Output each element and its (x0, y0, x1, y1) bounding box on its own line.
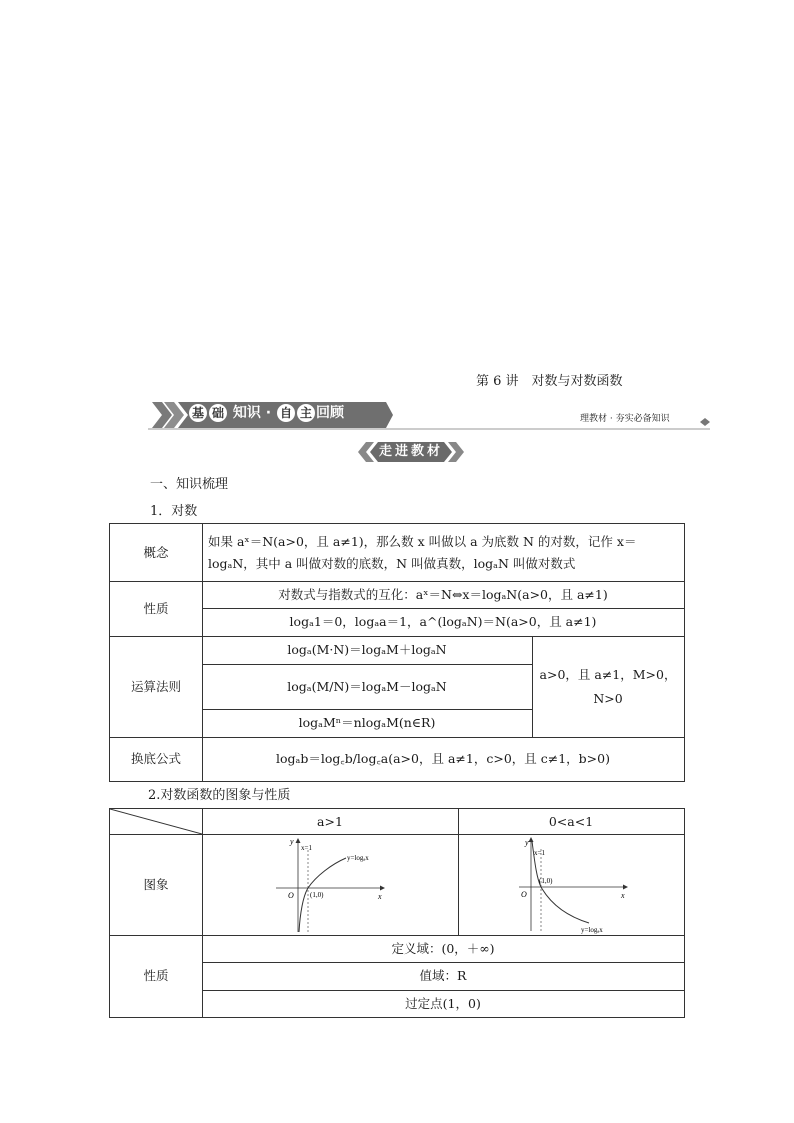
graph2-origin-label: O (521, 890, 527, 899)
graph-decreasing (515, 835, 633, 935)
graph2-x-label: x (621, 891, 625, 900)
rules-condition-line-2: N>0 (593, 690, 623, 706)
rules-condition-line-1: a>0，且 a≠1，M>0， (539, 666, 677, 682)
graph1-origin-label: O (288, 891, 294, 900)
rules-condition (532, 636, 684, 737)
banner-end: 回顾 (315, 405, 344, 421)
graph-label: 图象 (143, 876, 169, 892)
banner-title (188, 402, 344, 424)
range-row: 值域：R (419, 968, 467, 983)
subheading-logarithm: 1．对数 (150, 504, 198, 519)
log-function-table (109, 808, 685, 1018)
column-header-a-between: 0<a<1 (548, 813, 594, 829)
section-heading: 一、知识梳理 (150, 477, 229, 492)
tab-label: 走进教材 (378, 444, 443, 459)
banner-mid: 知识 · (232, 405, 276, 421)
banner-word-2: 础 (209, 404, 227, 422)
concept-label: 概念 (143, 544, 169, 560)
change-base-label: 换底公式 (130, 751, 181, 766)
header-diagonal (110, 809, 202, 834)
fixed-point-row: 过定点(1，0) (405, 995, 481, 1011)
rules-label: 运算法则 (130, 678, 181, 694)
graph2-point-label: (1,0) (539, 877, 553, 885)
concept-line-2: logₐN，其中 a 叫做对数的底数，N 叫做真数，logₐN 叫做对数式 (208, 555, 576, 571)
change-base-formula: logₐb＝log꜀b/log꜀a(a>0，且 a≠1，c>0，且 c≠1，b>0) (276, 751, 610, 766)
graph1-curve-label: y=logₐx (347, 854, 369, 862)
rule-quotient: logₐ(M/N)＝logₐM－logₐN (287, 678, 447, 694)
property-identities: logₐ1＝0，logₐa＝1，a^(logₐN)＝N(a>0，且 a≠1) (289, 614, 597, 629)
graph1-point-label: (1,0) (310, 891, 324, 899)
column-header-a-greater-1: a>1 (317, 813, 343, 829)
graph1-y-label: y (290, 837, 294, 846)
property-conversion: 对数式与指数式的互化：aˣ＝N⇔x＝logₐN(a>0，且 a≠1) (278, 586, 608, 602)
logarithm-table (109, 523, 685, 782)
rule-power: logₐMⁿ＝nlogₐM(n∈R) (298, 715, 436, 730)
banner-word-3: 自 (277, 404, 295, 422)
concept-line-1: 如果 aˣ＝N(a>0，且 a≠1)，那么数 x 叫做以 a 为底数 N 的对数，记作 x＝ (208, 533, 637, 549)
property-label: 性质 (143, 600, 169, 616)
graph-increasing (270, 836, 388, 934)
rule-product: logₐ(M·N)＝logₐM＋logₐN (287, 642, 447, 657)
banner-subtitle: 理教材 · 夯实必备知识 (580, 414, 670, 424)
subheading-log-function: 2.对数函数的图象与性质 (148, 788, 291, 803)
function-property-label: 性质 (143, 968, 169, 983)
lesson-title: 第 6 讲 对数与对数函数 (476, 374, 623, 389)
graph1-asymptote-label: x=1 (301, 844, 312, 852)
domain-row: 定义域：(0，＋∞) (391, 940, 495, 956)
concept-definition (202, 524, 684, 581)
banner-word-1: 基 (189, 404, 207, 422)
graph2-y-label: y (525, 838, 529, 847)
graph2-curve-label: y=logₐx (581, 926, 603, 934)
banner-word-4: 主 (297, 404, 315, 422)
graph2-asymptote-label: x=1 (534, 849, 545, 857)
graph1-x-label: x (378, 892, 382, 901)
